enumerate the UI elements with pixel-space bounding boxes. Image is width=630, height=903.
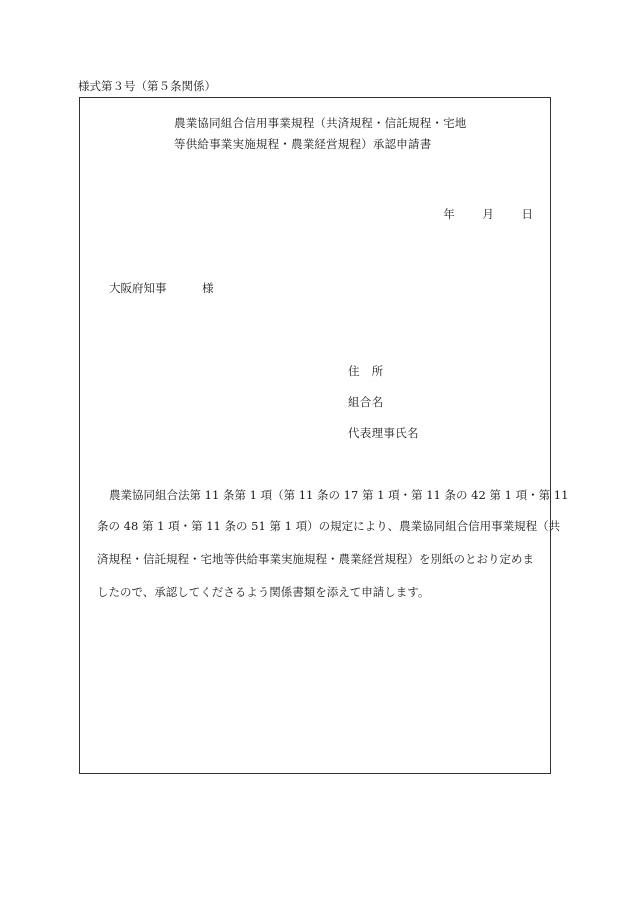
form-number: 様式第３号（第５条関係） [78,79,216,93]
addressee-title: 大阪府知事 [109,281,167,295]
date-month-label: 月 [482,207,494,221]
date-year-label: 年 [443,207,455,221]
application-form-frame [79,97,569,774]
document-title-line-2: 等供給事業実施規程・農業経営規程）承認申請書 [174,137,432,151]
applicant-address-label: 住 所 [348,364,384,378]
document-title-line-1: 農業協同組合信用事業規程（共済規程・信託規程・宅地 [174,116,467,130]
applicant-association-label: 組合名 [348,395,384,409]
addressee-honorific: 様 [202,281,214,295]
addressee [109,280,214,296]
date-day-label: 日 [521,207,533,221]
body-text-line-1: 農業協同組合法第 11 条第 1 項（第 11 条の 17 第 1 項・第 11 条の 42 第 1 項・第 11 [109,488,569,502]
applicant-representative-label: 代表理事氏名 [348,426,419,440]
body-text-line-4: したので、承認してくださるよう関係書類を添えて申請します。 [97,585,430,599]
date-row [443,206,533,222]
body-text-line-2: 条の 48 第 1 項・第 11 条の 51 第 1 項）の規定により、農業協同組合信用事業規程（共 [97,519,561,533]
body-text-line-3: 済規程・信託規程・宅地等供給事業実施規程・農業経営規程）を別紙のとおり定めま [97,552,534,566]
